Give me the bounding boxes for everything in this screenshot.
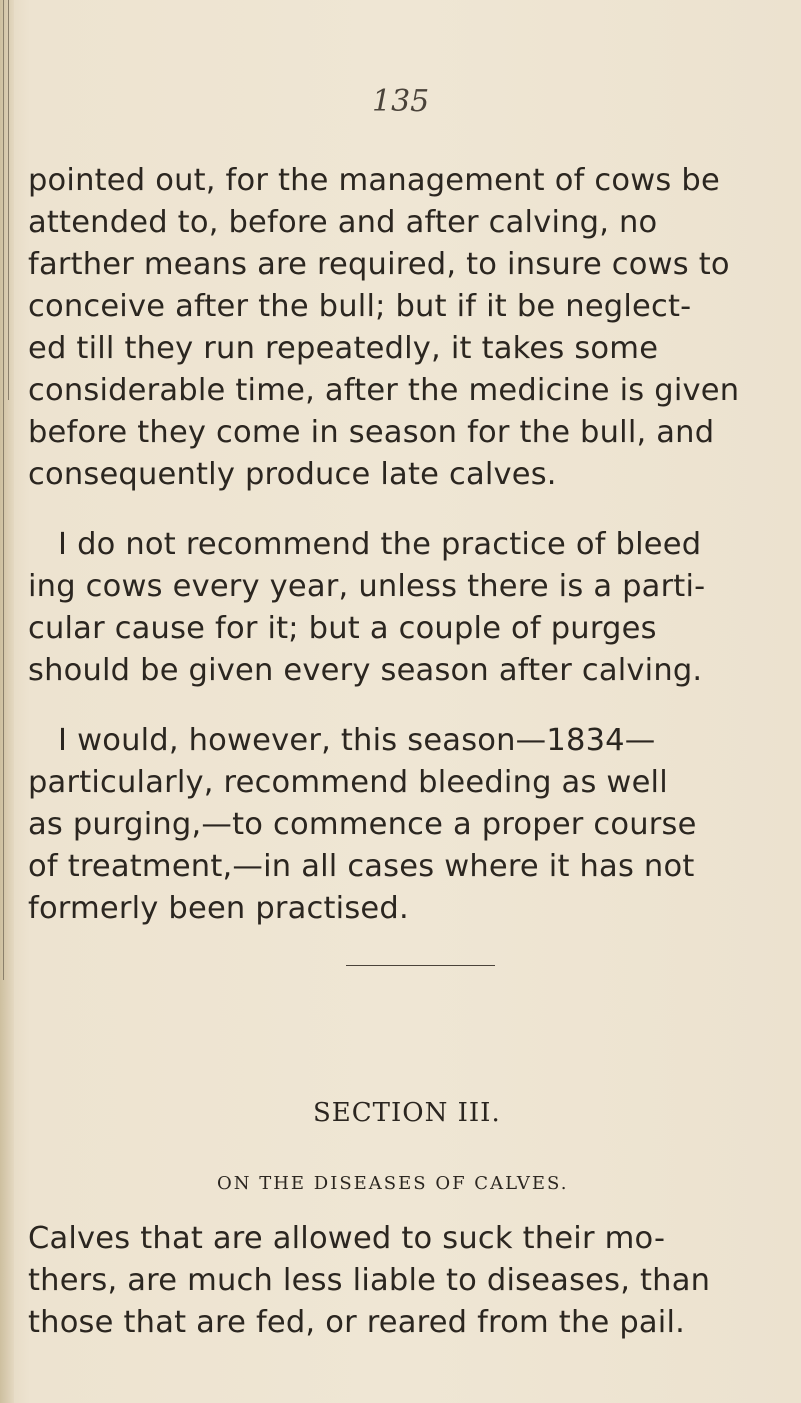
- section-subtitle: ON THE DISEASES OF CALVES.: [217, 1173, 569, 1194]
- text-line: attended to, before and after calving, no: [28, 205, 658, 240]
- text-line: those that are fed, or reared from the pail.: [28, 1305, 686, 1340]
- text-line: considerable time, after the medicine is given: [28, 373, 740, 408]
- text-line: thers, are much less liable to diseases, than: [28, 1263, 711, 1298]
- text-line: ed till they run repeatedly, it takes some: [28, 331, 659, 366]
- text-line: of treatment,—in all cases where it has not: [28, 849, 695, 884]
- section-title: SECTION III.: [313, 1098, 501, 1128]
- page-edge-line: [3, 0, 4, 980]
- text-line: formerly been practised.: [28, 891, 409, 926]
- text-line: farther means are required, to insure cows to: [28, 247, 730, 282]
- text-line: Calves that are allowed to suck their mo-: [28, 1221, 666, 1256]
- text-line: before they come in season for the bull, and: [28, 415, 715, 450]
- text-line: pointed out, for the management of cows be: [28, 163, 720, 198]
- page-number: 135: [372, 84, 430, 119]
- text-line: cular cause for it; but a couple of purges: [28, 611, 657, 646]
- text-line: I do not recommend the practice of bleed: [58, 527, 702, 562]
- text-line: ing cows every year, unless there is a parti-: [28, 569, 706, 604]
- section-divider: [346, 965, 495, 966]
- text-line: as purging,—to commence a proper course: [28, 807, 697, 842]
- text-line: should be given every season after calving.: [28, 653, 703, 688]
- text-line: I would, however, this season—1834—: [58, 723, 656, 758]
- text-line: consequently produce late calves.: [28, 457, 557, 492]
- text-line: particularly, recommend bleeding as well: [28, 765, 668, 800]
- page-edge-line: [8, 0, 9, 400]
- text-line: conceive after the bull; but if it be neglect-: [28, 289, 692, 324]
